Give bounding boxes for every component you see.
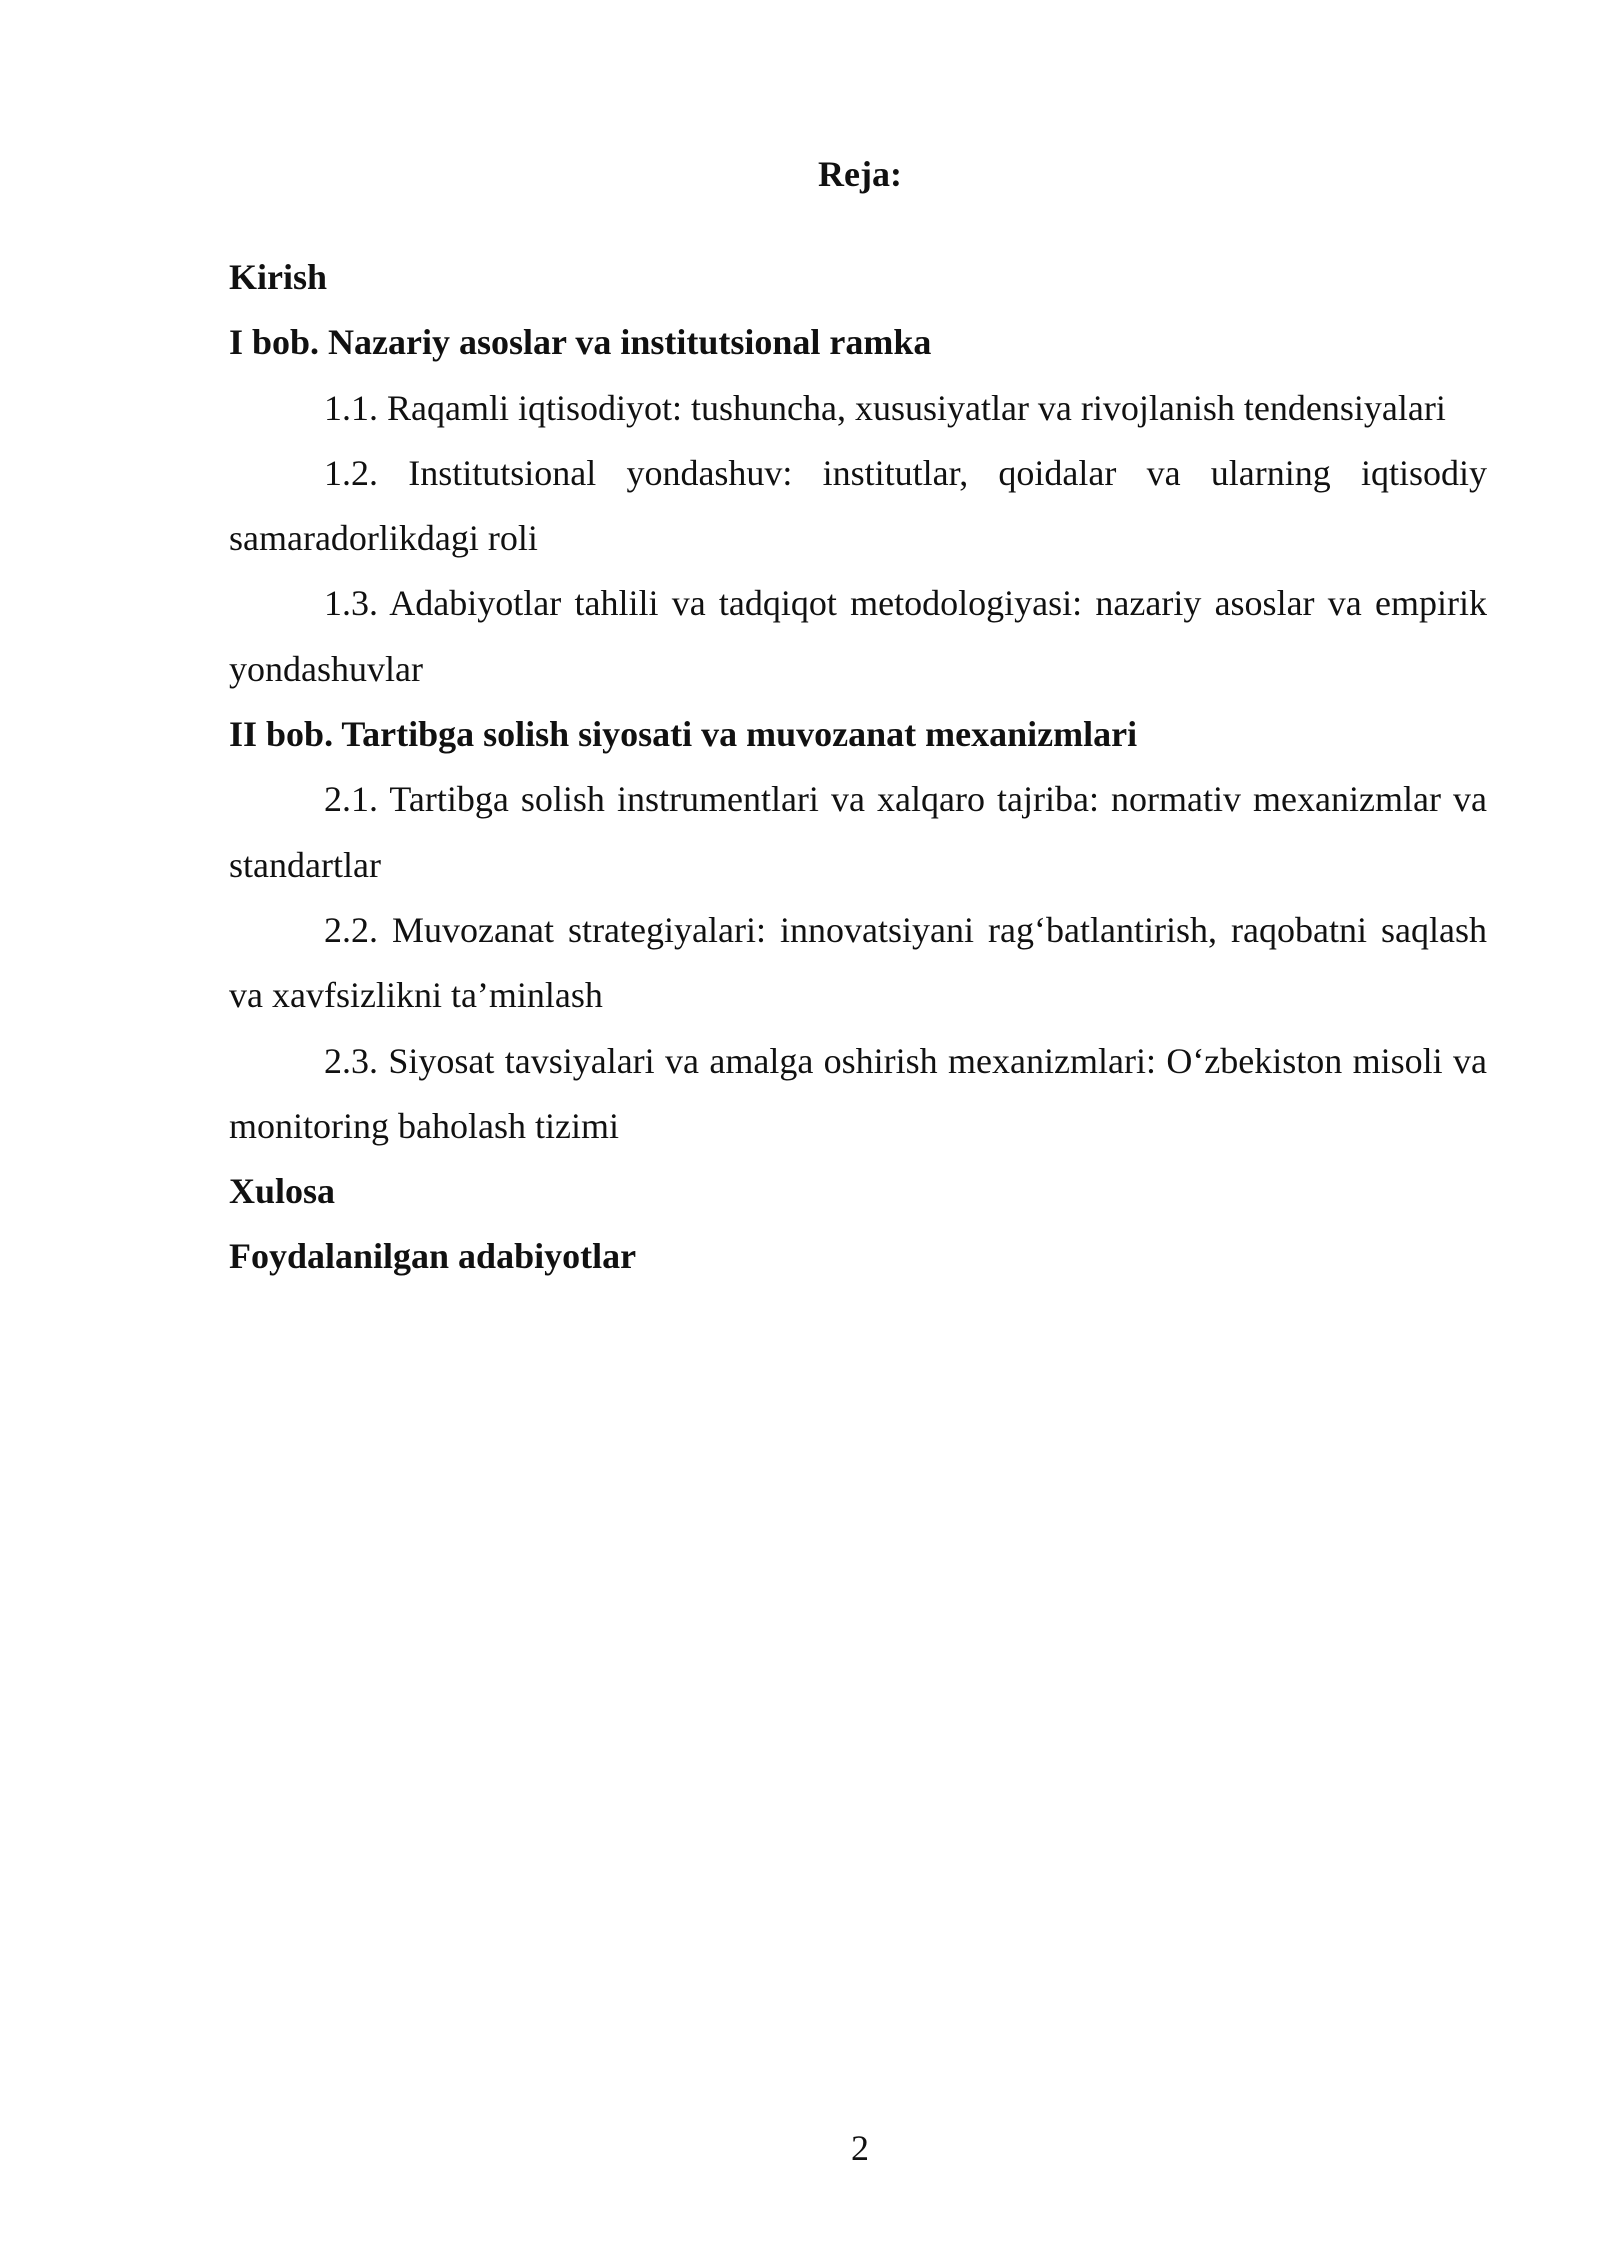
toc-item-1-2: 1.2. Institutsional yondashuv: institutlar, qoidalar va ularning iqtisodiy samaradorlikdagi roli <box>229 452 1487 559</box>
toc-heading-conclusion: Xulosa <box>229 1171 336 1212</box>
toc-item-2-3: 2.3. Siyosat tavsiyalari va amalga oshirish mexanizmlari: O‘zbekiston misoli va monitoring baholash tizimi <box>229 1040 1487 1146</box>
table-of-contents <box>229 245 1487 1290</box>
toc-item-2-2: 2.2. Muvozanat strategiyalari: innovatsiyani rag‘batlantirish, raqobatni saqlash va xavfsizlikni ta’minlash <box>229 909 1487 1016</box>
toc-heading-chapter-2: II bob. Tartibga solish siyosati va muvozanat mexanizmlari <box>229 714 1138 755</box>
page-number: 2 <box>851 2128 869 2168</box>
toc-item-1-1: 1.1. Raqamli iqtisodiyot: tushuncha, xususiyatlar va rivojlanish tendensiyalari <box>324 387 1446 428</box>
toc-heading-chapter-1: I bob. Nazariy asoslar va institutsional ramka <box>229 322 932 363</box>
toc-item-1-3: 1.3. Adabiyotlar tahlili va tadqiqot metodologiyasi: nazariy asoslar va empirik yondashuvlar <box>229 583 1487 689</box>
toc-heading-introduction: Kirish <box>229 257 328 297</box>
toc-item-2-1: 2.1. Tartibga solish instrumentlari va xalqaro tajriba: normativ mexanizmlar va standartlar <box>229 779 1487 885</box>
page-title: Reja: <box>818 154 902 194</box>
toc-heading-references: Foydalanilgan adabiyotlar <box>229 1236 637 1277</box>
